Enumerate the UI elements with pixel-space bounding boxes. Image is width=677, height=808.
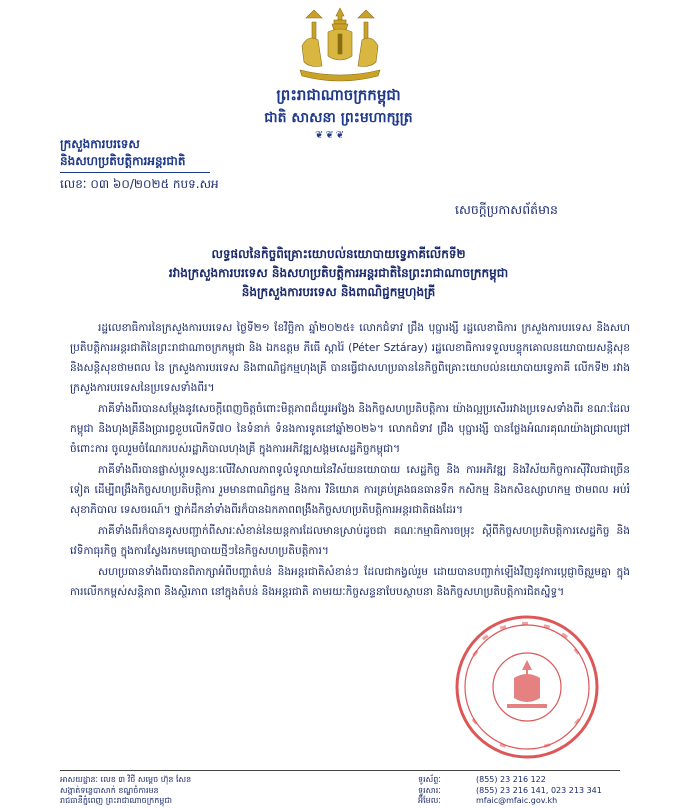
phone-number: (855) 23 216 122 (476, 775, 546, 784)
body-text (70, 318, 630, 603)
address-line1: អាសយដ្ឋានៈ លេខ ៣ វិថី សម្តេច ហ៊ុន សែន (60, 775, 192, 784)
email-label: អ៊ីមែលៈ (418, 796, 441, 805)
paragraph: ភាគីទាំងពីរក៏បានគូសបញ្ជាក់ពីសារៈសំខាន់នៃយន្តការដែលមានស្រាប់ដូចជា គណៈកម្មាធិការចម្រុះ ស្តីពីកិច្ចសហប្រតិបត្តិការសេដ្ឋកិច្ច និងវេទិកាធុរកិច្ច ក្នុងការស្វែងរកមធ្យោបាយថ្មីៗនៃកិច្ចសហប្រតិបត្តិការ។ (70, 525, 630, 557)
paragraph: សហប្រធានទាំងពីរបានពិភាក្សាអំពីបញ្ហាតំបន់ និងអន្តរជាតិសំខាន់ៗ ដែលជាកង្វល់រួម ដោយបានបញ្ជាក់ឡើងវិញនូវការប្តេជ្ញាចិត្តរួមគ្នា ក្នុងការលើកកម្ពស់សន្តិភាព និងស្ថិរភាព នៅក្នុងតំបន់ និងអន្តរជាតិ តាមរយៈកិច្ចសន្ទនាបែបស្ថាបនា និងកិច្ចសហប្រតិបត្តិការជិតស្និទ្ធ។ (70, 566, 630, 598)
footer-contacts (418, 775, 658, 807)
address-line2: សង្កាត់ទន្លេបាសាក់ ខណ្ឌចំការមន (60, 785, 159, 795)
reference-number: លេខៈ ០៣ ៦០/២០២៥ កបទ.សអ (60, 177, 219, 191)
paragraph: ភាគីទាំងពីរបានសម្តែងនូវសេចក្តីពេញចិត្តចំពោះមិត្តភាពដ៏យូរអង្វែង និងកិច្ចសហប្រតិបត្តិការ យ៉ាងល្អប្រសើររវាងប្រទេសទាំងពីរ ខណៈដែលកម្ពុជា និងហុងគ្រីនឹងប្រារព្ធខួបលើកទី៧០ នៃទំនាក់ ទំនងការទូតនៅឆ្នាំ២០២៦។ លោកជំទាវ ជ្រឹង បុប្ផារង្សី បានថ្លែងអំណរគុណយ៉ាងជ្រាលជ្រៅចំពោះការ ចូលរួមចំណែករបស់រដ្ឋាភិបាលហុងគ្រី ក្នុងការអភិវឌ្ឍសង្គមសេដ្ឋកិច្ចកម្ពុជា។ (70, 403, 630, 455)
royal-coat-of-arms-icon (292, 6, 388, 84)
footer-address (60, 775, 300, 807)
phone-label: ទូរស័ព្ទៈ (418, 775, 441, 784)
fax-number: (855) 23 216 141, 023 213 341 (476, 785, 602, 795)
document-type: សេចក្តីប្រកាសព័ត៌មាន (455, 202, 558, 217)
email-link[interactable]: mfaic@mfaic.gov.kh (476, 796, 558, 805)
title-line3: និងក្រសួងការបរទេស និងពាណិជ្ជកម្មហុងគ្រី (241, 285, 436, 299)
official-seal-icon (452, 612, 602, 762)
title-line2: រវាងក្រសួងការបរទេស និងសហប្រតិបត្តិការអន្តរជាតិនៃព្រះរាជាណាចក្រកម្ពុជា (168, 266, 509, 280)
paragraph: ភាគីទាំងពីរបានផ្លាស់ប្តូរទស្សនៈលើវិសាលភាពទូលំទូលាយនៃវិស័យនយោបាយ សេដ្ឋកិច្ច និង ការអភិវឌ្ឍ និងវិស័យកិច្ចការសុីវិលជាច្រើនទៀត ដើម្បីពង្រឹងកិច្ចសហប្រតិបត្តិការ រួមមានពាណិជ្ជកម្ម និងការ វិនិយោគ ការគ្រប់គ្រងធនធានទឹក កសិកម្ម និងកសិឧស្សាហកម្ម ថាមពល អប់រំ សុខាភិបាល ទេសចរណ៍។ ថ្នាក់ដឹកនាំទាំងពីរក៏បានឯកភាពពង្រឹងកិច្ចសហប្រតិបត្តិការអន្តរជាតិផងដែរ។ (70, 464, 630, 516)
ministry-divider (60, 172, 210, 173)
paragraph: រដ្ឋលេខាធិការនៃក្រសួងការបរទេស ថ្ងៃទី២១ ខែវិច្ឆិកា ឆ្នាំ២០២៥៖ លោកជំទាវ ជ្រឹង បុប្ផារង្សី រដ្ឋលេខាធិការ ក្រសួងការបរទេស និងសហប្រតិបត្តិការអន្តរជាតិនៃព្រះរាជាណាចក្រកម្ពុជា និង ឯកឧត្តម ភីធើ ស្តារ៉ៃ (Péter Sztáray) រដ្ឋលេខាធិការទទួលបន្ទុកគោលនយោបាយសន្តិសុខ និងសន្តិសុខថាមពល នៃ ក្រសួងការបរទេស និងពាណិជ្ជកម្មហុងគ្រី បានធ្វើជាសហប្រធាននៃកិច្ចពិគ្រោះយោបល់នយោបាយទ្វេភាគី លើកទី២ រវាងក្រសួងការបរទេសនៃប្រទេសទាំងពីរ។ (70, 322, 630, 394)
motto-ornament-icon: ❦❦❦ (315, 130, 347, 141)
title-line1: លទ្ធផលនៃកិច្ចពិគ្រោះយោបល់នយោបាយទ្វេភាគីលើកទី២ (211, 247, 466, 261)
footer-divider (60, 770, 620, 771)
ministry-name-line1: ក្រសួងការបរទេស (60, 137, 140, 151)
national-motto: ជាតិ សាសនា ព្រះមហាក្សត្រ (264, 110, 413, 126)
ministry-name-line2: និងសហប្រតិបត្តិការអន្តរជាតិ (60, 154, 186, 168)
address-line3: រាជធានីភ្នំពេញ ព្រះរាជាណាចក្រកម្ពុជា (60, 796, 172, 805)
kingdom-title: ព្រះរាជាណាចក្រកម្ពុជា (276, 86, 401, 104)
fax-label: ទូរសារៈ (418, 785, 441, 795)
